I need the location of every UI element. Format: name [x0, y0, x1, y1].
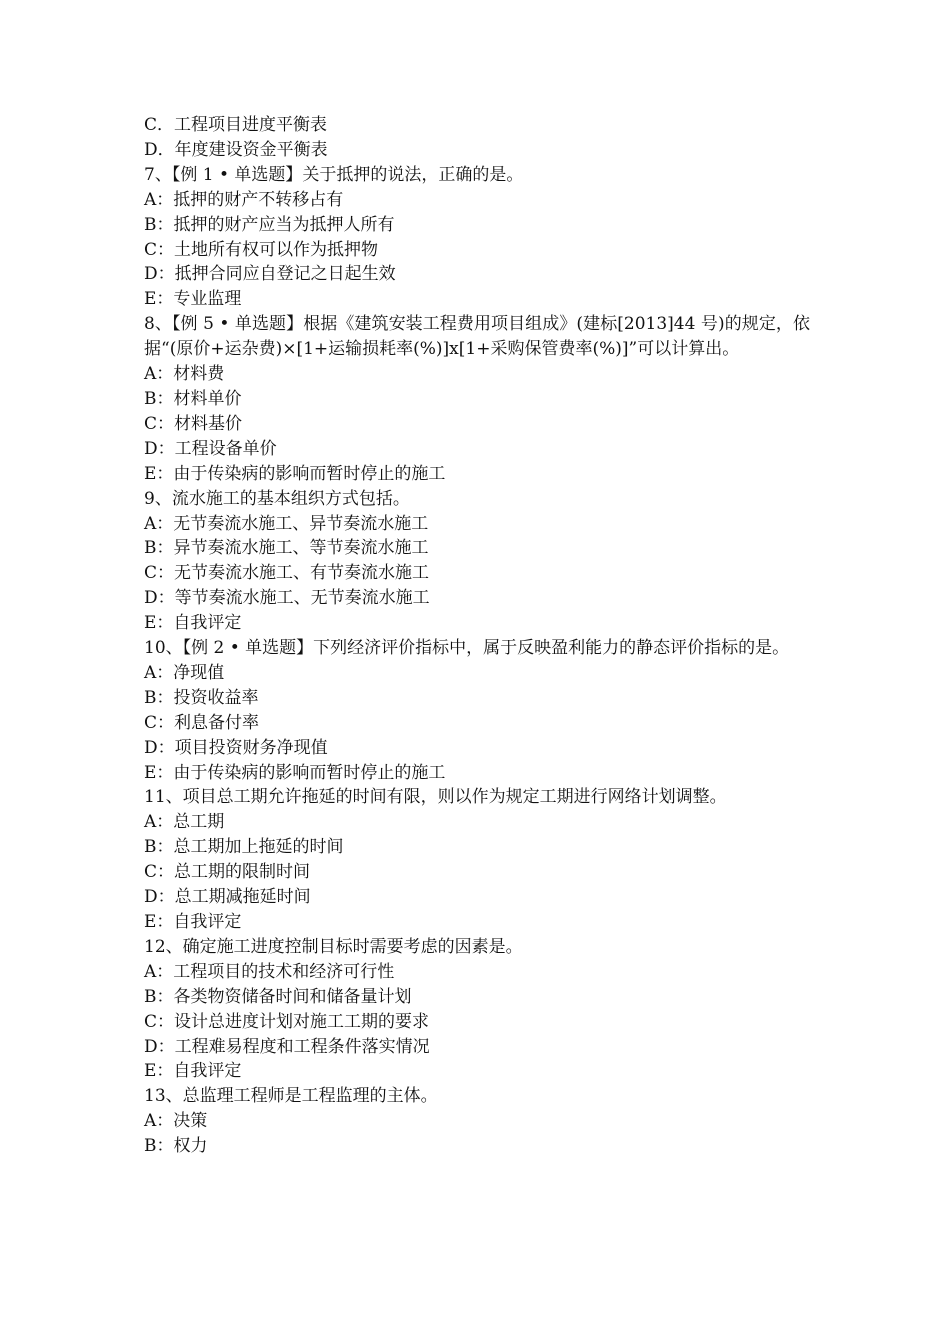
- q7-option-b: B：抵押的财产应当为抵押人所有: [144, 214, 395, 235]
- q11-option-c: C：总工期的限制时间: [144, 862, 311, 883]
- question-13: 13、总监理工程师是工程监理的主体。: [144, 1086, 438, 1107]
- q7-option-c: C：土地所有权可以作为抵押物: [144, 239, 379, 260]
- q11-option-e: E：自我评定: [144, 912, 242, 932]
- question-7: 7、【例 1 • 单选题】关于抵押的说法，正确的是。: [144, 164, 524, 185]
- q9-option-c: C：无节奏流水施工、有节奏流水施工: [144, 563, 430, 584]
- q8-option-e: E：由于传染病的影响而暂时停止的施工: [144, 463, 446, 484]
- q10-option-d: D：项目投资财务净现值: [144, 737, 328, 758]
- q12-option-c: C：设计总进度计划对施工工期的要求: [144, 1011, 430, 1032]
- q9-option-b: B：异节奏流水施工、等节奏流水施工: [144, 538, 429, 559]
- q13-option-a: A：决策: [144, 1111, 208, 1132]
- q11-option-a: A：总工期: [144, 812, 225, 833]
- question-8: 8、【例 5 • 单选题】根据《建筑安装工程费用项目组成》(建标[2013]44 号)的规定，依据“(原价+运杂费)×[1+运输损耗率(%)]x[1+采购保管费率(%)]”可以计算出。: [144, 314, 810, 360]
- q12-option-b: B：各类物资储备时间和储备量计划: [144, 986, 412, 1007]
- q11-option-d: D：总工期减拖延时间: [144, 887, 311, 908]
- q7-option-d: D：抵押合同应自登记之日起生效: [144, 264, 396, 285]
- q12-option-a: A：工程项目的技术和经济可行性: [144, 961, 395, 982]
- question-9: 9、流水施工的基本组织方式包括。: [144, 488, 410, 509]
- q9-option-a: A：无节奏流水施工、异节奏流水施工: [144, 513, 429, 534]
- option-c-text: C．工程项目进度平衡表: [144, 115, 328, 135]
- q9-option-e: E：自我评定: [144, 613, 242, 634]
- q8-option-c: C：材料基价: [144, 413, 243, 434]
- q10-option-e: E：由于传染病的影响而暂时停止的施工: [144, 762, 446, 783]
- q10-option-b: B：投资收益率: [144, 687, 259, 708]
- q12-option-e: E：自我评定: [144, 1061, 242, 1082]
- q10-option-c: C：利息备付率: [144, 712, 260, 733]
- q7-option-a: A：抵押的财产不转移占有: [144, 189, 344, 210]
- q13-option-b: B：权力: [144, 1136, 208, 1157]
- q11-option-b: B：总工期加上拖延的时间: [144, 837, 344, 858]
- q9-option-d: D：等节奏流水施工、无节奏流水施工: [144, 588, 430, 609]
- option-d-text: D．年度建设资金平衡表: [144, 139, 328, 160]
- q12-option-d: D：工程难易程度和工程条件落实情况: [144, 1036, 430, 1057]
- question-12: 12、确定施工进度控制目标时需要考虑的因素是。: [144, 936, 523, 957]
- document-body: [144, 113, 810, 1159]
- q8-option-b: B：材料单价: [144, 388, 242, 409]
- q7-option-e: E：专业监理: [144, 289, 242, 310]
- question-11: 11、项目总工期允许拖延的时间有限，则以作为规定工期进行网络计划调整。: [144, 787, 727, 808]
- q8-option-d: D：工程设备单价: [144, 438, 277, 459]
- question-10: 10、【例 2 • 单选题】下列经济评价指标中，属于反映盈利能力的静态评价指标的是。: [144, 638, 790, 659]
- q10-option-a: A：净现值: [144, 662, 225, 683]
- q8-option-a: A：材料费: [144, 364, 225, 385]
